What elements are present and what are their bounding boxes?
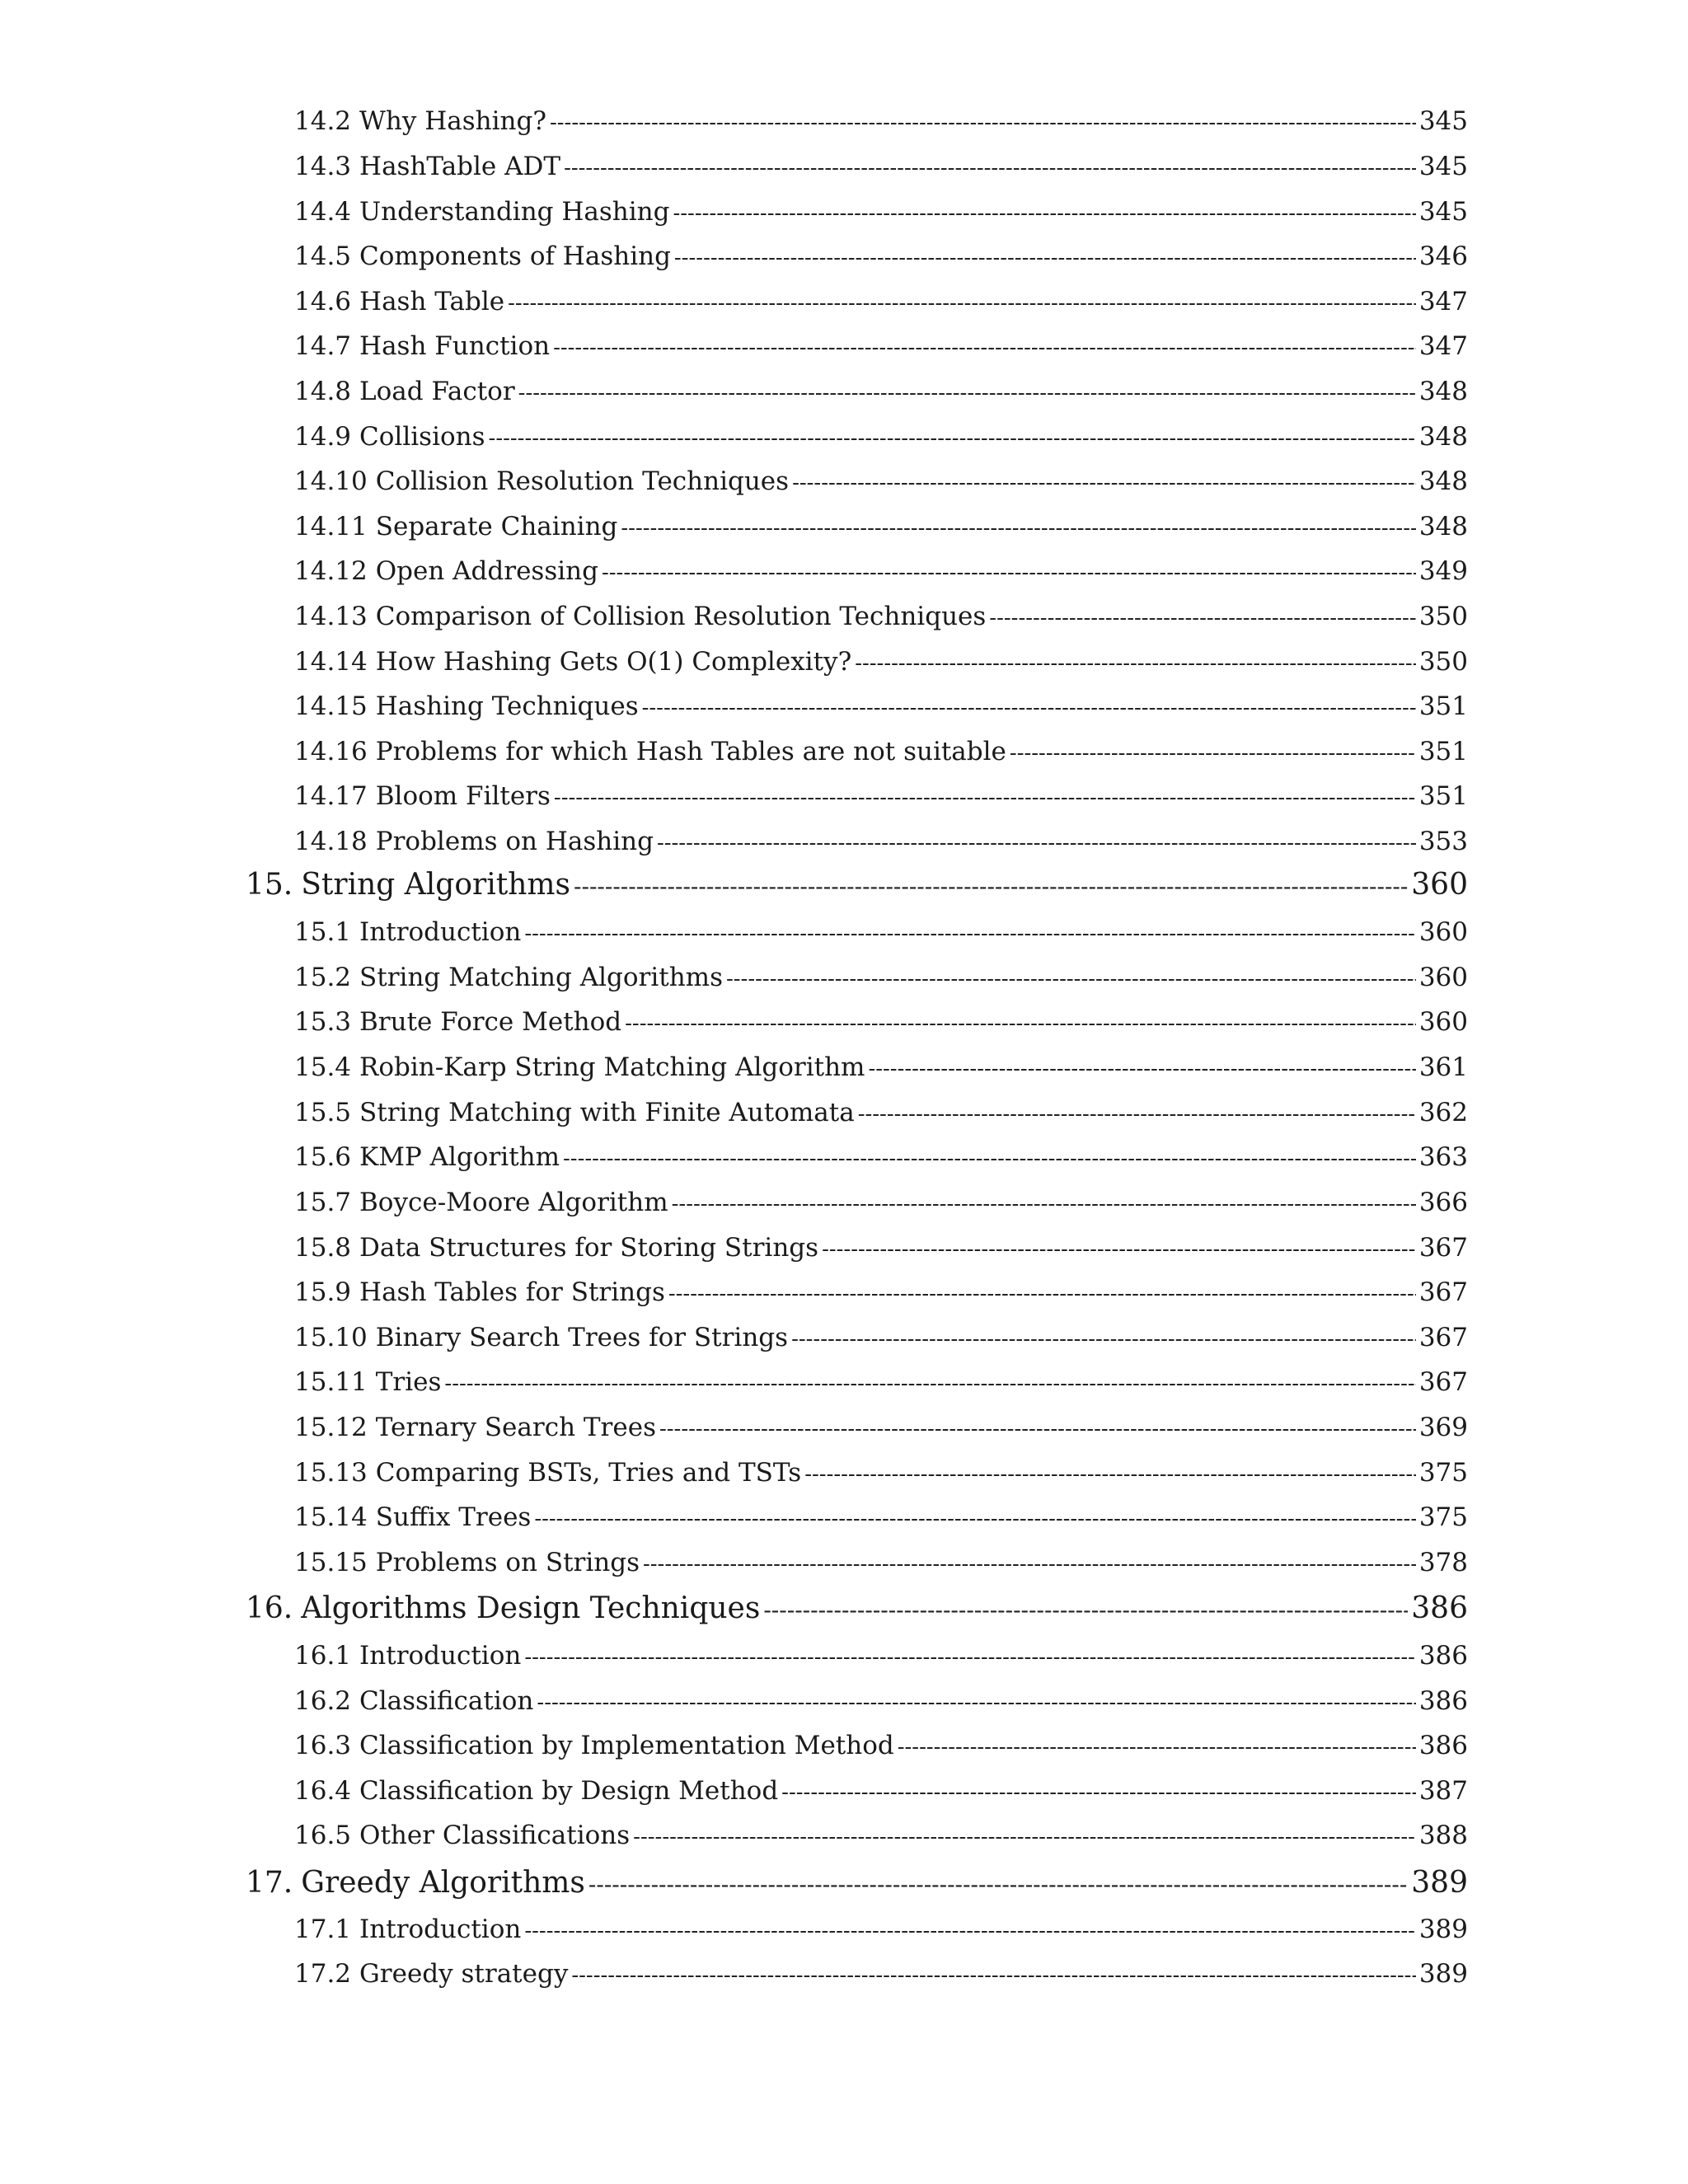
toc-entry-title: Algorithms Design Techniques (301, 1591, 761, 1625)
toc-entry-title: Suffix Trees (375, 1502, 532, 1532)
toc-page-number: 346 (1418, 241, 1468, 271)
dot-leader (489, 426, 1416, 451)
toc-entry-number: 15.8 (294, 1233, 352, 1263)
toc-entry-number: 14.8 (294, 377, 352, 406)
toc-entry-number: 14.6 (294, 287, 352, 316)
toc-entry-title: Collision Resolution Techniques (375, 466, 790, 496)
toc-section-entry[interactable] (294, 287, 1468, 316)
toc-section-entry[interactable] (294, 1142, 1468, 1172)
toc-section-entry[interactable] (294, 466, 1468, 496)
toc-entry-title: Load Factor (359, 377, 515, 406)
toc-entry-title: Problems on Hashing (375, 827, 654, 856)
toc-entry-number: 15.13 (294, 1458, 368, 1488)
toc-entry-number: 15.14 (294, 1502, 368, 1532)
toc-page-number: 367 (1418, 1323, 1468, 1352)
toc-section-entry[interactable] (294, 1367, 1468, 1397)
toc-entry-number: 16.3 (294, 1731, 352, 1760)
toc-section-entry[interactable] (294, 1323, 1468, 1352)
toc-entry-title: Classification by Implementation Method (359, 1731, 894, 1760)
toc-entry-title: Greedy Algorithms (301, 1866, 585, 1900)
toc-entry-title: Classification by Design Method (359, 1776, 779, 1806)
toc-entry-number: 15.7 (294, 1188, 352, 1217)
toc-entry-number: 15.15 (294, 1548, 368, 1577)
dot-leader (508, 291, 1416, 316)
toc-entry-title: Understanding Hashing (359, 197, 670, 227)
toc-entry-number: 15.1 (294, 917, 352, 947)
dot-leader (571, 1963, 1415, 1988)
toc-entry-number: 15. (246, 868, 293, 902)
toc-section-entry[interactable] (294, 197, 1468, 227)
toc-entry-title: Comparing BSTs, Tries and TSTs (375, 1458, 802, 1488)
toc-page-number: 349 (1418, 556, 1468, 586)
dot-leader (621, 516, 1415, 541)
toc-section-entry[interactable] (294, 377, 1468, 406)
toc-entry-number: 16.2 (294, 1686, 352, 1716)
toc-entry-number: 14.17 (294, 781, 368, 811)
toc-entry-number: 15.5 (294, 1098, 352, 1127)
toc-entry-title: HashTable ADT (359, 152, 561, 181)
dot-leader (672, 1192, 1416, 1216)
toc-page-number: 345 (1418, 197, 1468, 227)
toc-entry-number: 14.7 (294, 331, 352, 361)
toc-section-entry[interactable] (294, 1277, 1468, 1307)
toc-page-number: 375 (1418, 1458, 1468, 1488)
toc-entry-title: Hashing Techniques (375, 691, 639, 721)
toc-section-entry[interactable] (294, 647, 1468, 677)
toc-section-entry[interactable] (294, 1413, 1468, 1442)
toc-entry-number: 14.11 (294, 512, 368, 541)
toc-entry-title: Problems on Strings (375, 1548, 640, 1577)
toc-entry-number: 16.5 (294, 1821, 352, 1850)
toc-page-number: 367 (1418, 1233, 1468, 1263)
dot-leader (602, 560, 1416, 585)
toc-entry-number: 15.12 (294, 1413, 368, 1442)
toc-entry-title: String Matching with Finite Automata (359, 1098, 855, 1127)
toc-page-number: 362 (1418, 1098, 1468, 1127)
toc-section-entry[interactable] (294, 827, 1468, 856)
toc-entry-number: 15.11 (294, 1367, 368, 1397)
toc-section-entry[interactable] (294, 1959, 1468, 1989)
toc-chapter-entry[interactable] (246, 868, 1468, 902)
toc-page-number: 348 (1418, 512, 1468, 541)
toc-section-entry[interactable] (294, 1188, 1468, 1217)
toc-section-entry[interactable] (294, 1776, 1468, 1806)
toc-page-number: 363 (1418, 1142, 1468, 1172)
toc-entry-title: Hash Table (359, 287, 505, 316)
toc-page-number: 345 (1418, 106, 1468, 136)
toc-entry-number: 14.4 (294, 197, 352, 227)
toc-page-number: 348 (1418, 377, 1468, 406)
dot-leader (855, 651, 1416, 676)
dot-leader (642, 696, 1416, 720)
toc-entry-number: 14.2 (294, 106, 352, 136)
toc-section-entry[interactable] (294, 512, 1468, 541)
toc-entry-title: String Algorithms (301, 868, 571, 902)
toc-entry-number: 15.6 (294, 1142, 352, 1172)
toc-entry-number: 14.16 (294, 737, 368, 766)
dot-leader (643, 1552, 1416, 1577)
toc-entry-title: Comparison of Collision Resolution Techniques (375, 602, 987, 631)
dot-leader (858, 1102, 1416, 1127)
dot-leader (822, 1237, 1416, 1262)
toc-page-number: 369 (1418, 1413, 1468, 1442)
dot-leader (625, 1011, 1416, 1036)
toc-page-number: 388 (1418, 1821, 1468, 1850)
toc-entry-number: 16.4 (294, 1776, 352, 1806)
dot-leader (524, 1919, 1415, 1943)
toc-section-entry[interactable] (294, 152, 1468, 181)
toc-section-entry[interactable] (294, 1233, 1468, 1263)
toc-entry-title: Tries (375, 1367, 442, 1397)
toc-chapter-entry[interactable] (246, 1866, 1468, 1900)
toc-page-number: 350 (1418, 647, 1468, 677)
dot-leader (674, 246, 1416, 270)
toc-entry-title: Hash Tables for Strings (359, 1277, 665, 1307)
toc-page-number: 360 (1418, 1007, 1468, 1037)
toc-page-number: 348 (1418, 422, 1468, 452)
toc-page-number: 351 (1418, 781, 1468, 811)
toc-entry-number: 15.4 (294, 1052, 352, 1082)
toc-entry-number: 15.3 (294, 1007, 352, 1037)
toc-section-entry[interactable] (294, 1458, 1468, 1488)
toc-page-number: 386 (1418, 1686, 1468, 1716)
toc-section-entry[interactable] (294, 106, 1468, 136)
toc-page-number: 360 (1418, 917, 1468, 947)
toc-entry-title: Greedy strategy (359, 1959, 569, 1989)
toc-page-number: 367 (1418, 1367, 1468, 1397)
dot-leader (524, 1645, 1415, 1670)
toc-entry-title: Open Addressing (375, 556, 598, 586)
dot-leader (524, 921, 1415, 946)
dot-leader (898, 1735, 1416, 1760)
toc-chapter-entry[interactable] (246, 1591, 1468, 1625)
toc-section-entry[interactable] (294, 422, 1468, 452)
dot-leader (781, 1780, 1416, 1805)
dot-leader (518, 381, 1416, 405)
dot-leader (574, 873, 1408, 900)
toc-entry-number: 14.13 (294, 602, 368, 631)
toc-entry-number: 14.12 (294, 556, 368, 586)
toc-entry-title: Components of Hashing (359, 241, 671, 271)
toc-section-entry[interactable] (294, 691, 1468, 721)
toc-entry-title: String Matching Algorithms (359, 963, 723, 992)
dot-leader (726, 967, 1416, 991)
toc-section-entry[interactable] (294, 1686, 1468, 1716)
dot-leader (659, 1417, 1416, 1441)
dot-leader (657, 831, 1416, 855)
toc-entry-number: 14.14 (294, 647, 368, 677)
toc-section-entry[interactable] (294, 331, 1468, 361)
toc-entry-title: Classification (359, 1686, 534, 1716)
toc-entry-title: Introduction (359, 1641, 522, 1671)
toc-section-entry[interactable] (294, 1052, 1468, 1082)
toc-entry-title: Binary Search Trees for Strings (375, 1323, 789, 1352)
toc-entry-title: Robin-Karp String Matching Algorithm (359, 1052, 865, 1082)
toc-page-number: 386 (1411, 1591, 1468, 1625)
toc-page-number: 347 (1418, 287, 1468, 316)
toc-section-entry[interactable] (294, 1098, 1468, 1127)
toc-entry-title: How Hashing Gets O(1) Complexity? (375, 647, 852, 677)
toc-page-number: 348 (1418, 466, 1468, 496)
toc-entry-number: 14.15 (294, 691, 368, 721)
toc-page-number: 387 (1418, 1776, 1468, 1806)
toc-page-number: 375 (1418, 1502, 1468, 1532)
toc-entry-title: Boyce-Moore Algorithm (359, 1188, 668, 1217)
toc-page-number: 389 (1418, 1959, 1468, 1989)
toc-section-entry[interactable] (294, 1641, 1468, 1671)
toc-entry-number: 17.2 (294, 1959, 352, 1989)
toc-entry-number: 15.9 (294, 1277, 352, 1307)
toc-page-number: 361 (1418, 1052, 1468, 1082)
dot-leader (763, 1596, 1408, 1624)
toc-entry-number: 16. (246, 1591, 293, 1625)
toc-page-number: 389 (1411, 1866, 1468, 1900)
toc-entry-title: Problems for which Hash Tables are not suitable (375, 737, 1006, 766)
toc-page-number: 366 (1418, 1188, 1468, 1217)
dot-leader (668, 1282, 1416, 1306)
dot-leader (534, 1507, 1416, 1531)
dot-leader (791, 1327, 1416, 1352)
toc-section-entry[interactable] (294, 241, 1468, 271)
toc-page-number: 386 (1418, 1641, 1468, 1671)
dot-leader (868, 1057, 1415, 1081)
toc-entry-number: 16.1 (294, 1641, 352, 1671)
dot-leader (537, 1690, 1415, 1715)
toc-section-entry[interactable] (294, 963, 1468, 992)
toc-entry-title: Ternary Search Trees (375, 1413, 656, 1442)
dot-leader (792, 471, 1416, 495)
dot-leader (1010, 741, 1416, 766)
toc-page-number: 360 (1411, 868, 1468, 902)
toc-page-number: 351 (1418, 737, 1468, 766)
toc-page-number: 389 (1418, 1915, 1468, 1944)
toc-entry-title: Introduction (359, 1915, 522, 1944)
dot-leader (588, 1871, 1408, 1898)
toc-entry-title: Why Hashing? (359, 106, 546, 136)
dot-leader (550, 110, 1416, 135)
toc-entry-title: Collisions (359, 422, 485, 452)
toc-entry-title: Data Structures for Storing Strings (359, 1233, 819, 1263)
toc-page-number: 350 (1418, 602, 1468, 631)
toc-entry-title: KMP Algorithm (359, 1142, 560, 1172)
dot-leader (444, 1371, 1415, 1396)
dot-leader (989, 606, 1416, 630)
toc-page-number: 386 (1418, 1731, 1468, 1760)
toc-page-number: 378 (1418, 1548, 1468, 1577)
toc-entry-title: Separate Chaining (375, 512, 618, 541)
dot-leader (553, 335, 1416, 360)
toc-entry-number: 15.10 (294, 1323, 368, 1352)
toc-entry-title: Brute Force Method (359, 1007, 622, 1037)
toc-page-number: 367 (1418, 1277, 1468, 1307)
toc-entry-number: 14.5 (294, 241, 352, 271)
toc-page-number: 351 (1418, 691, 1468, 721)
dot-leader (673, 201, 1415, 226)
toc-section-entry[interactable] (294, 1731, 1468, 1760)
toc-section-entry[interactable] (294, 1915, 1468, 1944)
toc-entry-title: Other Classifications (359, 1821, 631, 1850)
toc-entry-title: Introduction (359, 917, 522, 947)
toc-section-entry[interactable] (294, 1502, 1468, 1532)
toc-section-entry[interactable] (294, 1548, 1468, 1577)
toc-entry-title: Hash Function (359, 331, 551, 361)
toc-entry-number: 17. (246, 1866, 293, 1900)
dot-leader (633, 1825, 1416, 1849)
dot-leader (564, 156, 1416, 180)
toc-entry-number: 14.10 (294, 466, 368, 496)
dot-leader (554, 785, 1416, 810)
toc-entry-number: 15.2 (294, 963, 352, 992)
toc-section-entry[interactable] (294, 737, 1468, 766)
toc-section-entry[interactable] (294, 917, 1468, 947)
toc-entry-number: 14.9 (294, 422, 352, 452)
toc-entry-number: 14.18 (294, 827, 368, 856)
toc-section-entry[interactable] (294, 1007, 1468, 1037)
toc-section-entry[interactable] (294, 781, 1468, 811)
toc-section-entry[interactable] (294, 1821, 1468, 1850)
toc-section-entry[interactable] (294, 602, 1468, 631)
toc-page-number: 345 (1418, 152, 1468, 181)
dot-leader (804, 1462, 1416, 1487)
toc-page-number: 360 (1418, 963, 1468, 992)
toc-page-number: 347 (1418, 331, 1468, 361)
toc-entry-title: Bloom Filters (375, 781, 551, 811)
toc-entry-number: 17.1 (294, 1915, 352, 1944)
toc-entry-number: 14.3 (294, 152, 352, 181)
dot-leader (563, 1146, 1416, 1171)
toc-section-entry[interactable] (294, 556, 1468, 586)
toc-page-number: 353 (1418, 827, 1468, 856)
